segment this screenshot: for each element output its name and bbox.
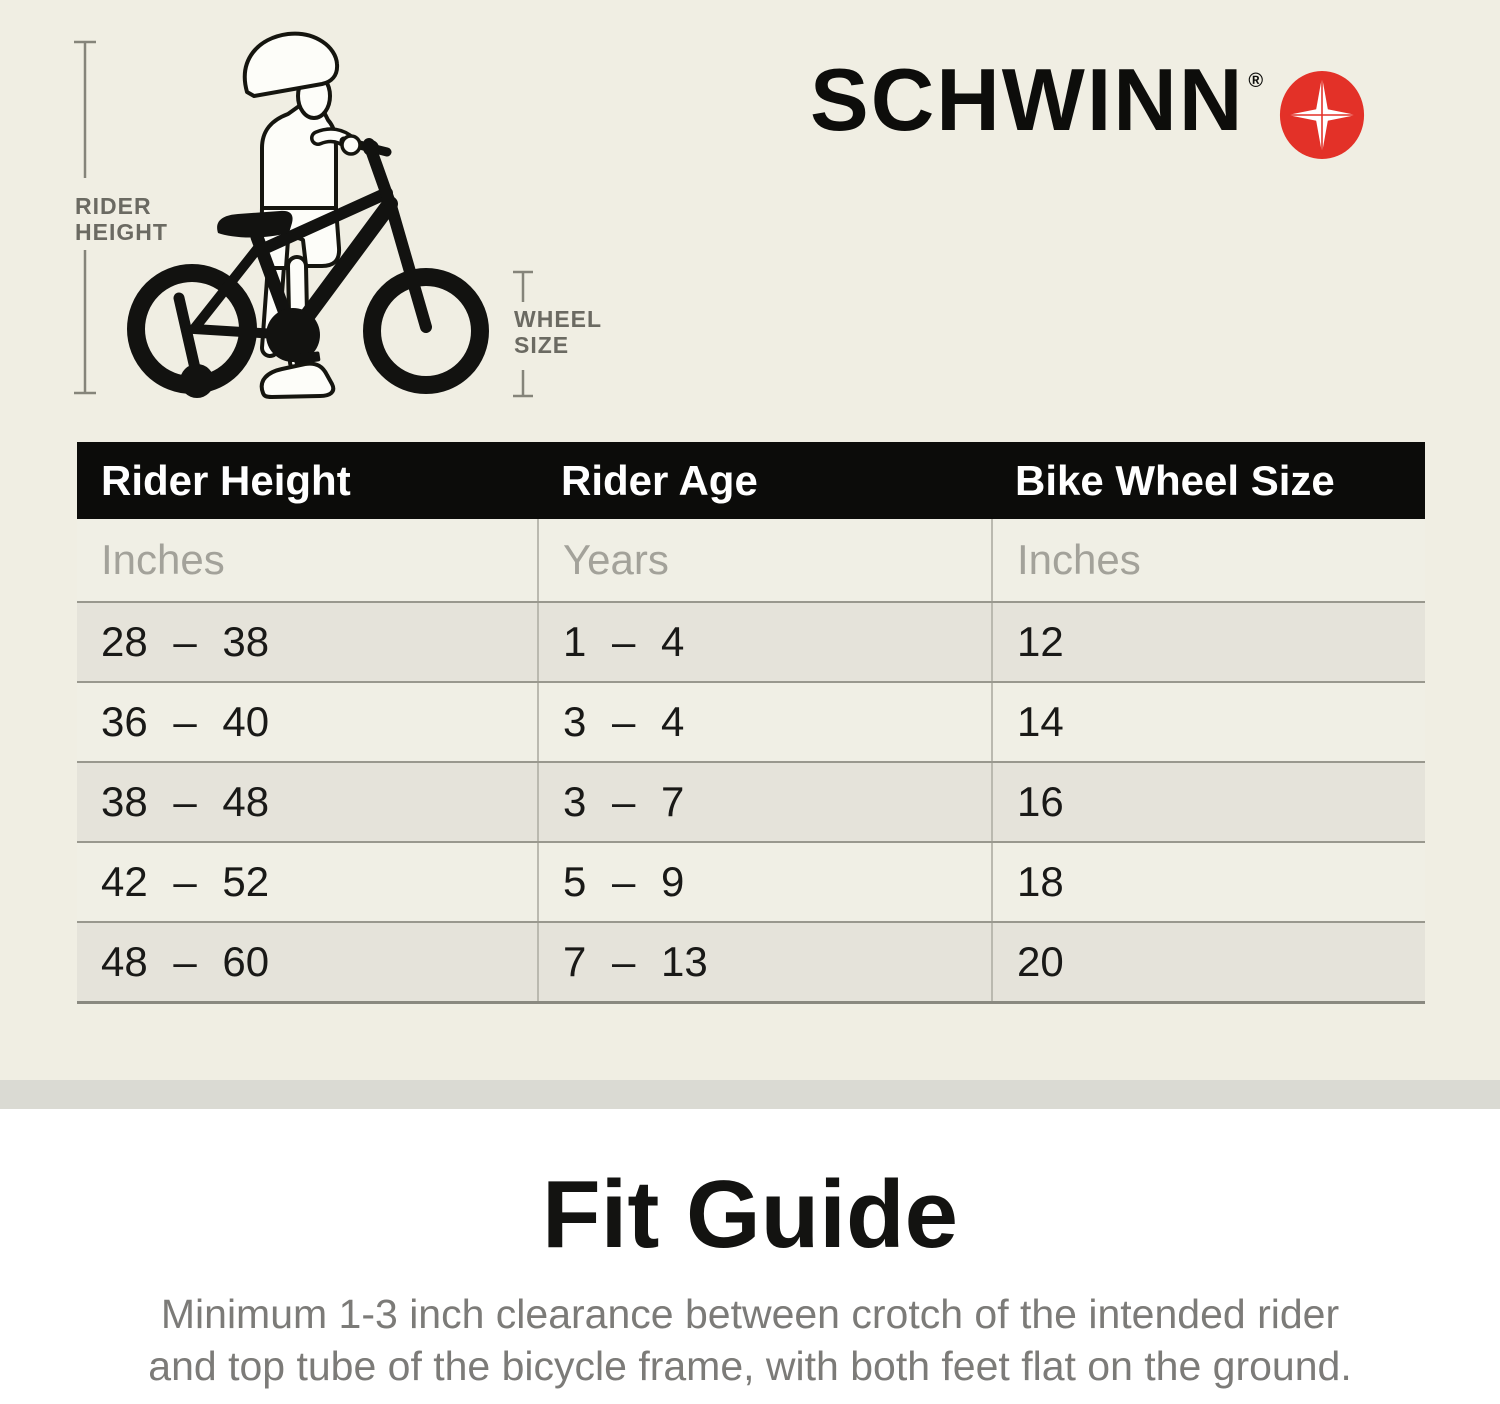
wheel-size-value: 12	[991, 603, 1425, 681]
height-range: 42 – 52	[101, 858, 270, 905]
brand-wordmark: SCHWINN	[810, 50, 1245, 149]
brand-logo	[810, 50, 1367, 160]
hand-on-grip	[342, 136, 360, 154]
unit-inches: Inches	[991, 519, 1425, 601]
age-range: 1 – 4	[537, 603, 991, 681]
rider-height-label: RIDER HEIGHT	[75, 193, 168, 245]
height-range: 36 – 40	[101, 698, 270, 745]
schwinn-star-badge-icon	[1277, 70, 1367, 160]
header-rider-age: Rider Age	[561, 456, 758, 504]
table-row	[77, 921, 1425, 1001]
table-row	[77, 841, 1425, 921]
age-range: 3 – 4	[537, 683, 991, 761]
fit-guide-title: Fit Guide	[542, 1161, 958, 1268]
height-range: 48 – 60	[101, 938, 270, 985]
fit-guide-description	[0, 1288, 1500, 1392]
header-wheel-size: Bike Wheel Size	[1015, 456, 1335, 504]
height-range: 38 – 48	[101, 778, 270, 825]
fit-table-units-row	[77, 519, 1425, 601]
height-range: 28 – 38	[101, 618, 270, 665]
header-rider-height: Rider Height	[101, 456, 351, 504]
table-row	[77, 681, 1425, 761]
registered-mark: ®	[1248, 70, 1264, 92]
age-range: 3 – 7	[537, 763, 991, 841]
fit-guide-description-line: and top tube of the bicycle frame, with both feet flat on the ground.	[148, 1343, 1352, 1389]
fit-guide-description-line: Minimum 1-3 inch clearance between crotch of the intended rider	[160, 1291, 1340, 1337]
section-divider	[0, 1080, 1500, 1109]
age-range: 5 – 9	[537, 843, 991, 921]
unit-inches: Inches	[101, 536, 225, 583]
wheel-size-value: 16	[991, 763, 1425, 841]
wheel-size-value: 18	[991, 843, 1425, 921]
fit-table-header-row	[77, 442, 1425, 519]
fit-table	[77, 442, 1425, 1004]
wheel-size-value: 20	[991, 923, 1425, 1001]
wheel-size-label: WHEEL SIZE	[514, 306, 603, 358]
wheel-size-value: 14	[991, 683, 1425, 761]
age-range: 7 – 13	[537, 923, 991, 1001]
table-row	[77, 601, 1425, 681]
table-row	[77, 761, 1425, 841]
unit-years: Years	[537, 519, 991, 601]
